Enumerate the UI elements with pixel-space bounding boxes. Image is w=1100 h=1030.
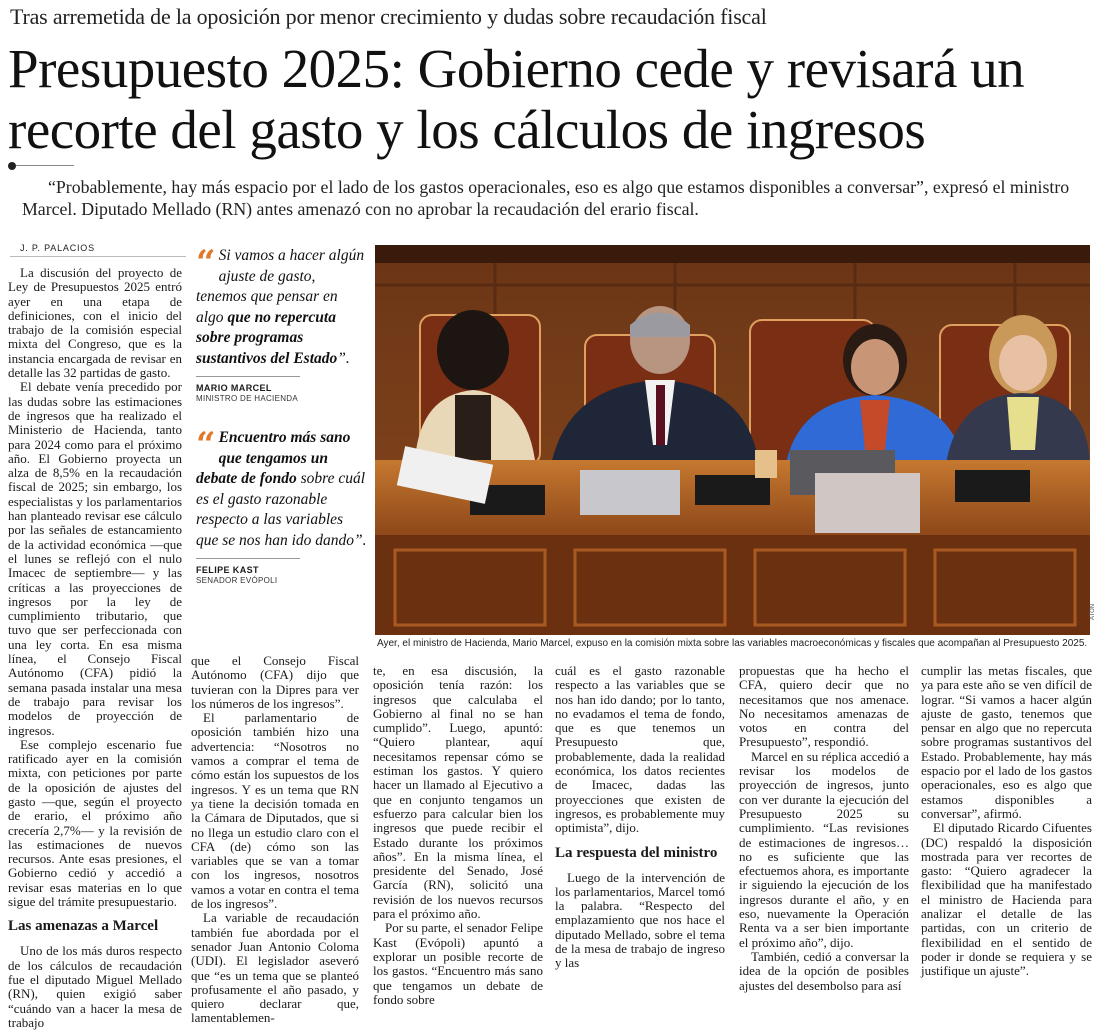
paragraph: El diputado Ricardo Cifuentes (DC) respaldó la disposición mostrada para ver recortes de gasto: “Quiero agradecer la flexibilidad que ha manifestado el ministro de Hacienda para analizar el detalle de las partidas, con un criterio de flexibilidad en el sentido de poder ir donde se requiera y se justifique un ajuste”. [921, 820, 1092, 979]
pull-quote-text: Si vamos a hacer algún ajuste de gasto, tenemos que pensar en algo que no repercuta sobre programas sustantivos del Estado”. [196, 247, 365, 367]
byline: J. P. PALACIOS [20, 243, 95, 253]
paragraph: Uno de los más duros respecto de los cálculos de recaudación fue el diputado Miguel Mellado (RN), quien exigió saber “cuándo van a hacer la mesa de trabajo [8, 943, 182, 1030]
article-column-6 [921, 663, 1092, 979]
quote-mark-icon: “ [196, 425, 213, 465]
photo-caption: Ayer, el ministro de Hacienda, Mario Marcel, expuso en la comisión mixta sobre las variables macroeconómicas y fiscales que acompañan al Presupuesto 2025. [377, 638, 1088, 649]
paragraph: Luego de la intervención de los parlamentarios, Marcel tomó la palabra. “Respecto del emplazamiento que nos hace el diputado Mellado, sobre el tema de la mesa de trabajo de ingreso y las [555, 869, 725, 971]
paragraph: Por su parte, el senador Felipe Kast (Evópoli) apuntó a explorar un posible recorte de los gastos. “Encuentro más sano que tengamos un debate de fondo sobre [373, 920, 543, 1007]
paragraph: La variable de recaudación también fue abordada por el senador Juan Antonio Coloma (UDI). El legislador aseveró que “es un tema que se planteó profusamente el año pasado, y quiero declarar que, lamentablemen- [191, 910, 359, 1026]
paragraph: Ese complejo escenario fue ratificado ayer en la comisión mixta, con peticiones por parte de la oposición de ajustes del gasto —que, según el proyecto de erario, el próximo año crecería 2,7%— y la revisión de las estimaciones de nuevos recursos. Ante esas presiones, el Gobierno cedió y accedió a revisar esas materias en lo que sigue del trámite presupuestario. [8, 736, 182, 910]
paragraph: El parlamentario de oposición también hizo una advertencia: “Nosotros no vamos a comprar el tema de cómo están los supuestos de los ingresos. Y es un tema que RN ya tiene la decisión tomada en la Cámara de Diputados, que si no llega un estudio claro con el CFA (de) cómo son las variables que se van a tomar con los ingresos, nosotros vamos a votar en contra el tema de los ingresos”. [191, 710, 359, 912]
quote-author-role: MINISTRO DE HACIENDA [196, 393, 299, 403]
headline-rule [16, 165, 74, 166]
quote-mark-icon: “ [196, 243, 213, 283]
quote-author-role: SENADOR EVÓPOLI [196, 575, 278, 585]
article-column-1 [8, 265, 182, 1030]
quote-author-name: MARIO MARCEL [196, 376, 300, 393]
paragraph: Marcel en su réplica accedió a revisar los modelos de proyección de ingresos, junto con ver durante la ejecución del Presupuesto 2025 su cumplimiento. “Las revisiones de estimaciones de ingresos… no es suficiente que las efectuemos ahora, es importante ir siguiendo la ejecución de los ingresos durante el año, y en eso, nuevamente la Operación Renta va a ser bien importante el próximo año”, dijo. [739, 748, 909, 950]
photo-credit: ATON [1090, 603, 1096, 620]
quote-author-name: FELIPE KAST [196, 558, 300, 575]
paragraph: cumplir las metas fiscales, que ya para este año se ven difícil de lograr. “Si vamos a hacer algún ajuste de gasto, tenemos que pensar en algo que no repercuta sobre programas sustantivos del Estado. Probablemente, hay más espacio por el lado de los gastos operacionales, eso es algo que estamos disponibles a conversar”, afirmó. [921, 663, 1092, 821]
paragraph: cuál es el gasto razonable respecto a las variables que se nos han ido dando; por lo tanto, no evadamos el tema de fondo, que es que tenemos un Presupuesto que, probablemente, dada la realidad económica, los datos recientes de Imacec, dadas las proyecciones que existen de ingresos, es probablemente muy optimista”, dijo. [555, 663, 725, 836]
paragraph: que el Consejo Fiscal Autónomo (CFA) dijo que tuvieran con la Dipres para ver los números de los ingresos”. [191, 653, 359, 711]
bullet-dot [8, 162, 16, 170]
article-column-5 [739, 663, 909, 993]
article-column-4 [555, 663, 725, 971]
article-column-2 [191, 653, 359, 1026]
pull-quote-kast [196, 425, 368, 585]
paragraph: La discusión del proyecto de Ley de Presupuestos 2025 entró ayer en una etapa de definiciones, con el inicio del trabajo de la comisión especial mixta del Congreso, que es la instancia encargada de revisar en detalle las 32 partidas de gasto. [8, 265, 182, 381]
kicker: Tras arremetida de la oposición por menor crecimiento y dudas sobre recaudación fiscal [10, 4, 767, 29]
news-photo [375, 245, 1090, 635]
byline-rule [10, 256, 186, 257]
section-heading: Las amenazas a Marcel [8, 918, 159, 935]
paragraph: te, en esa discusión, la oposición tenía razón: los ingresos que calculaba el Gobierno al final no se han cumplido”. Luego, apuntó: “Quiero plantear, aquí necesitamos repensar cómo se estiman los gastos. Y quiero hacer un llamado al Ejecutivo a que en conjunto tengamos un esfuerzo para calcular bien los ingresos que puede recibir el Estado durante los próximos años”. En la misma línea, el presidente del Senado, José García (RN), solicitó una revisión de los nuevos recursos para el próximo año. [373, 663, 543, 922]
paragraph: También, cedió a conversar la idea de la opción de posibles ajustes del desembolso para así [739, 948, 909, 993]
pull-quote-marcel [196, 243, 368, 403]
paragraph: propuestas que ha hecho el CFA, quiero decir que no necesitamos que nos amenace. No necesitamos amenazas de votos en contra del Presupuesto”, respondió. [739, 663, 909, 750]
pull-quote-text: Encuentro más sano que tengamos un debate de fondo sobre cuál es el gasto razonable respecto a las variables que se nos han ido dando”. [196, 429, 367, 549]
subtitle: “Probablemente, hay más espacio por el lado de los gastos operacionales, eso es algo que estamos disponibles a conversar”, expresó el ministro Marcel. Diputado Mellado (RN) antes amenazó con no aprobar la recaudación del erario fiscal. [22, 177, 1070, 219]
paragraph: El debate venía precedido por las dudas sobre las estimaciones de ingresos que ha realizado el Ministerio de Hacienda, tanto para 2024 como para el próximo año. El Gobierno proyecta un alza de 8,5% en la recaudación fiscal de 2025; sin embargo, los especialistas y los parlamentarios han planteado revisar ese cálculo por las señales de estancamiento de la actividad económica —que el lunes se reflejó con el nulo Imacec de septiembre— y las críticas a las proyecciones de ingresos por la ley de cumplimiento tributario, que tuvo que ser perfeccionada con una ley corta. En esa misma línea, el Consejo Fiscal Autónomo (CFA) pidió la semana pasada instalar una mesa de trabajo para revisar los modelos de proyección de ingresos. [8, 379, 182, 738]
headline: Presupuesto 2025: Gobierno cede y revisará un recorte del gasto y los cálculos de ingresos [8, 38, 1025, 160]
section-heading: La respuesta del ministro [555, 844, 718, 861]
article-column-3 [373, 663, 543, 1007]
